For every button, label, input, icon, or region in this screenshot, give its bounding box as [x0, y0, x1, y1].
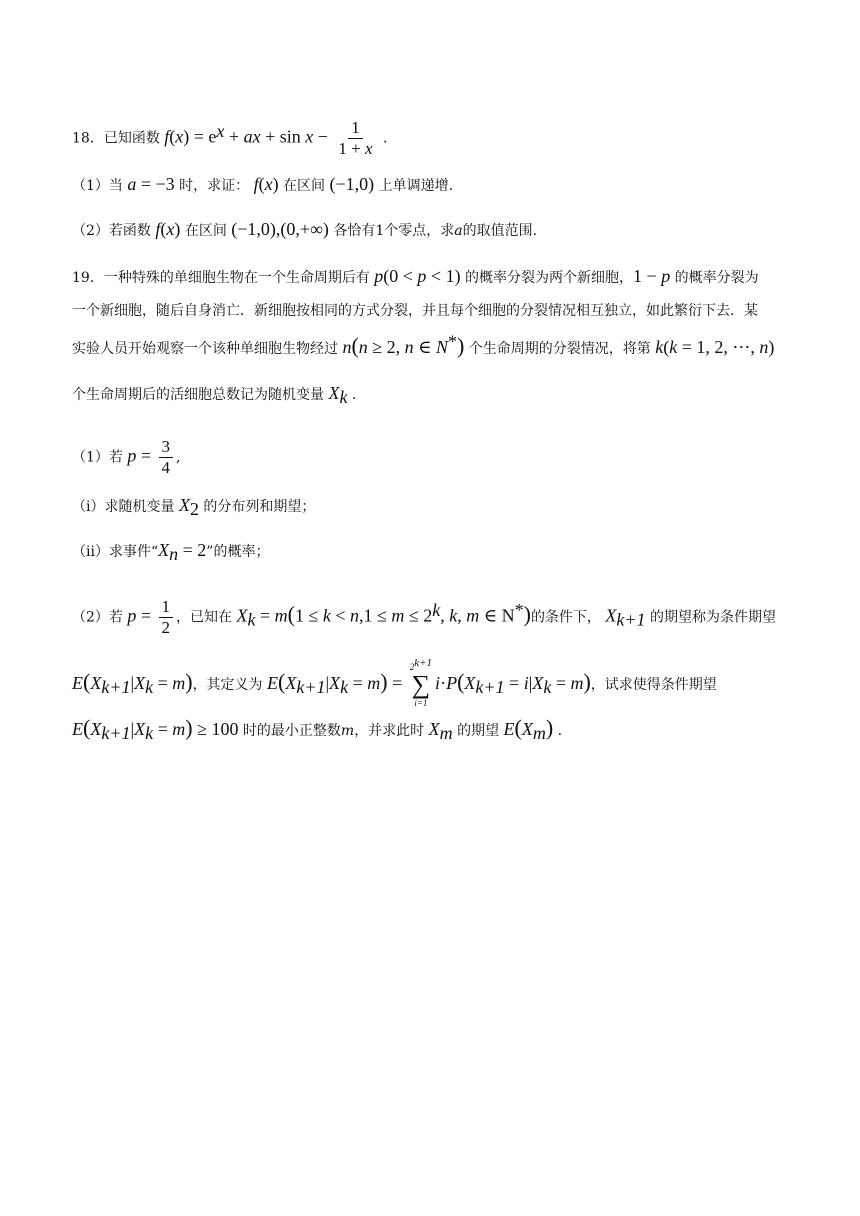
fraction: $\frac{1}{1 + x}$ [338, 118, 373, 158]
fraction: $\frac{3}{4}$ [159, 437, 174, 478]
q19-line1: 19．一种特殊的单细胞生物在一个生命周期后有 p(0 < p < 1) 的概率分裂为两个新细胞，1 − p 的概率分裂为 [72, 266, 759, 286]
q19-part2b: $E(X_{k+1}|X_k = m)$，其定义为 $E(X_{k+1}|X_k = m)$ = $2^{k+1}$ ∑ i=1 $i\cdot P(X_{k+1} = i|X_k = m)$，试求使得条件期望 [72, 657, 717, 708]
q19-part2a: （2）若 p = $\frac{1}{2}$ ，已知在 $X_k = m(1 \le k < n,1 \le m \le 2^k$, k, m ∈ N*)的条件下， $X_{k+1}$ 的期望称为条件期望 [72, 597, 776, 637]
q19-sub1: （i）求随机变量 $X_2$ 的分布列和期望； [72, 495, 316, 519]
q18-part1: （1）当 a = −3 时，求证： f(x) 在区间 (−1,0) 上单调递增. [72, 174, 454, 194]
q19-sub2: （ii）求事件“$X_n = 2$”的概率； [72, 540, 270, 564]
q19-line3: 实验人员开始观察一个该种单细胞生物经过 n(n ≥ 2, n ∈ N*) 个生命周期的分裂情况，将第 k(k = 1, 2, ⋯, n) [72, 331, 775, 358]
summation: $2^{k+1}$ ∑ i=1 [409, 657, 433, 708]
q19-line4: 个生命周期后的活细胞总数记为随机变量 $X_k$ . [72, 383, 357, 407]
q19-part1: （1）若 p = $\frac{3}{4}$ , [72, 437, 181, 477]
q18-stem-text: 18．已知函数 [72, 130, 165, 147]
q18-stem: 18．已知函数 $f(x) = e^x$ + ax + sin x − $\frac{1}{1 + x}$ . [72, 118, 388, 158]
q19-line2: 一个新细胞，随后自身消亡．新细胞按相同的方式分裂，并且每个细胞的分裂情况相互独立，如此繁衍下去．某 [72, 303, 758, 319]
q18-part2: （2）若函数 f(x) 在区间 (−1,0),(0,+∞) 各恰有1个零点，求a的取值范围. [72, 219, 538, 239]
q19-part2c: $E(X_{k+1}|X_k = m) \ge 100$ 时的最小正整数m，并求此时 $X_m$ 的期望 $E(X_m)$ . [72, 715, 563, 743]
fraction: $\frac{1}{2}$ [159, 597, 174, 638]
